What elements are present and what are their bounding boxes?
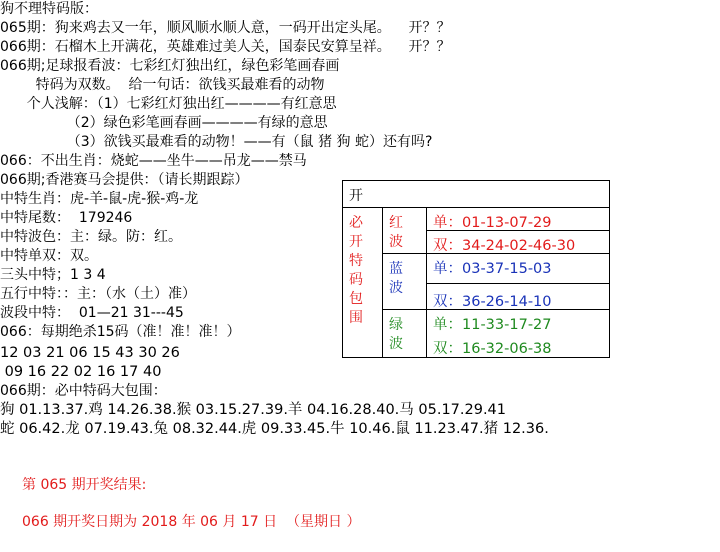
green-wave-name-cell [383,310,427,358]
table-header-label: 开 [349,188,363,204]
line-bag-title: 066期：必中特码大包围： [0,383,167,399]
blue-wave-label: 蓝波 [389,261,403,296]
blue-even-value: 36-26-14-10 [462,294,552,310]
red-odd-label: 单： [433,215,462,231]
line-kill-numbers-1: 12 03 21 06 15 43 30 26 [0,345,180,361]
blue-wave-group [383,254,610,310]
red-even-numbers [433,234,575,255]
line-five-elements: 五行中特：：主：（水（土）准） [0,286,196,302]
special-code-table [342,180,610,358]
blue-even-row [427,284,610,309]
green-even-row [427,334,610,358]
line-three-heads: 三头中特；1 3 4 [0,267,106,283]
red-wave-label: 红波 [389,215,403,250]
blue-odd-numbers [433,257,552,278]
line-kill-15: 066：每期绝杀15码（准！准！准！） [0,324,241,340]
line-interpret-1: 个人浅解：（1）七彩红灯独出红————有红意思 [0,96,337,112]
line-065-poem: 065期：狗来鸡去又一年，顺风顺水顺人意，一码开出定头尾。 开？？ [0,20,451,36]
blue-even-label: 双： [433,294,462,310]
green-even-numbers [433,337,552,358]
table-side-label: 必开特码包围 [349,215,363,326]
line-066-poem: 066期：石榴木上开满花，英雄难过美人关，国泰民安算呈祥。 开？？ [0,39,451,55]
line-bag-numbers-1: 狗 01.13.37.鸡 14.26.38.猴 03.15.27.39.羊 04.16.28.40.马 05.17.29.41 [0,402,507,418]
green-wave-group [383,310,610,358]
red-even-value: 34-24-02-46-30 [462,238,576,254]
table-side-cell [343,208,383,358]
red-odd-value: 01-13-07-29 [462,215,552,231]
blue-wave-name-cell [383,254,427,309]
red-even-label: 双： [433,238,462,254]
line-zodiac: 中特生肖：虎-羊-鼠-虎-猴-鸡-龙 [0,191,199,207]
green-odd-value: 11-33-17-27 [462,317,552,333]
blue-odd-row [427,254,610,284]
green-odd-label: 单： [433,317,462,333]
line-bag-numbers-2: 蛇 06.42.龙 07.19.43.兔 08.32.44.虎 09.33.45.牛 10.46.鼠 11.23.47.猪 12.36. [0,421,549,437]
line-odd-even: 中特单双：双。 [0,248,98,264]
blue-even-numbers [433,290,552,311]
line-kill-numbers-2: 09 16 22 02 16 17 40 [0,364,162,380]
red-wave-group [383,208,610,254]
result-date: 066 期开奖日期为 2018 年 06 月 17 日 （星期日 ） [22,514,361,530]
red-odd-row [427,208,610,231]
green-even-label: 双： [433,341,462,357]
green-odd-numbers [433,313,552,334]
title-line: 狗不理特码版： [0,1,98,17]
blue-odd-label: 单： [433,261,462,277]
red-wave-name-cell [383,208,427,253]
line-special-even: 特码为双数。 给一句话：欲钱买最难看的动物 [0,77,325,93]
red-odd-numbers [433,211,552,232]
green-odd-row [427,310,610,334]
green-even-value: 16-32-06-38 [462,341,552,357]
red-even-row [427,231,610,253]
table-header [343,181,609,208]
line-jockey-club: 066期;香港赛马会提供：（请长期跟踪） [0,172,249,188]
line-interpret-3: （3）欲钱买最难看的动物！——有（鼠 猪 狗 蛇）还有吗? [0,134,433,150]
line-football-hint: 066期;足球报看波：七彩红灯独出红，绿色彩笔画春画 [0,58,340,74]
line-tail-numbers: 中特尾数： 179246 [0,210,133,226]
result-title: 第 065 期开奖结果: [22,477,147,493]
blue-odd-value: 03-37-15-03 [462,261,552,277]
line-wave-color: 中特波色：主：绿。防：红。 [0,229,182,245]
line-not-zodiac: 066：不出生肖：烧蛇——坐牛——吊龙——禁马 [0,153,307,169]
green-wave-label: 绿波 [389,317,403,352]
line-wave-segment: 波段中特： 01—21 31---45 [0,305,184,321]
line-interpret-2: （2）绿色彩笔画春画————有绿的意思 [0,115,328,131]
